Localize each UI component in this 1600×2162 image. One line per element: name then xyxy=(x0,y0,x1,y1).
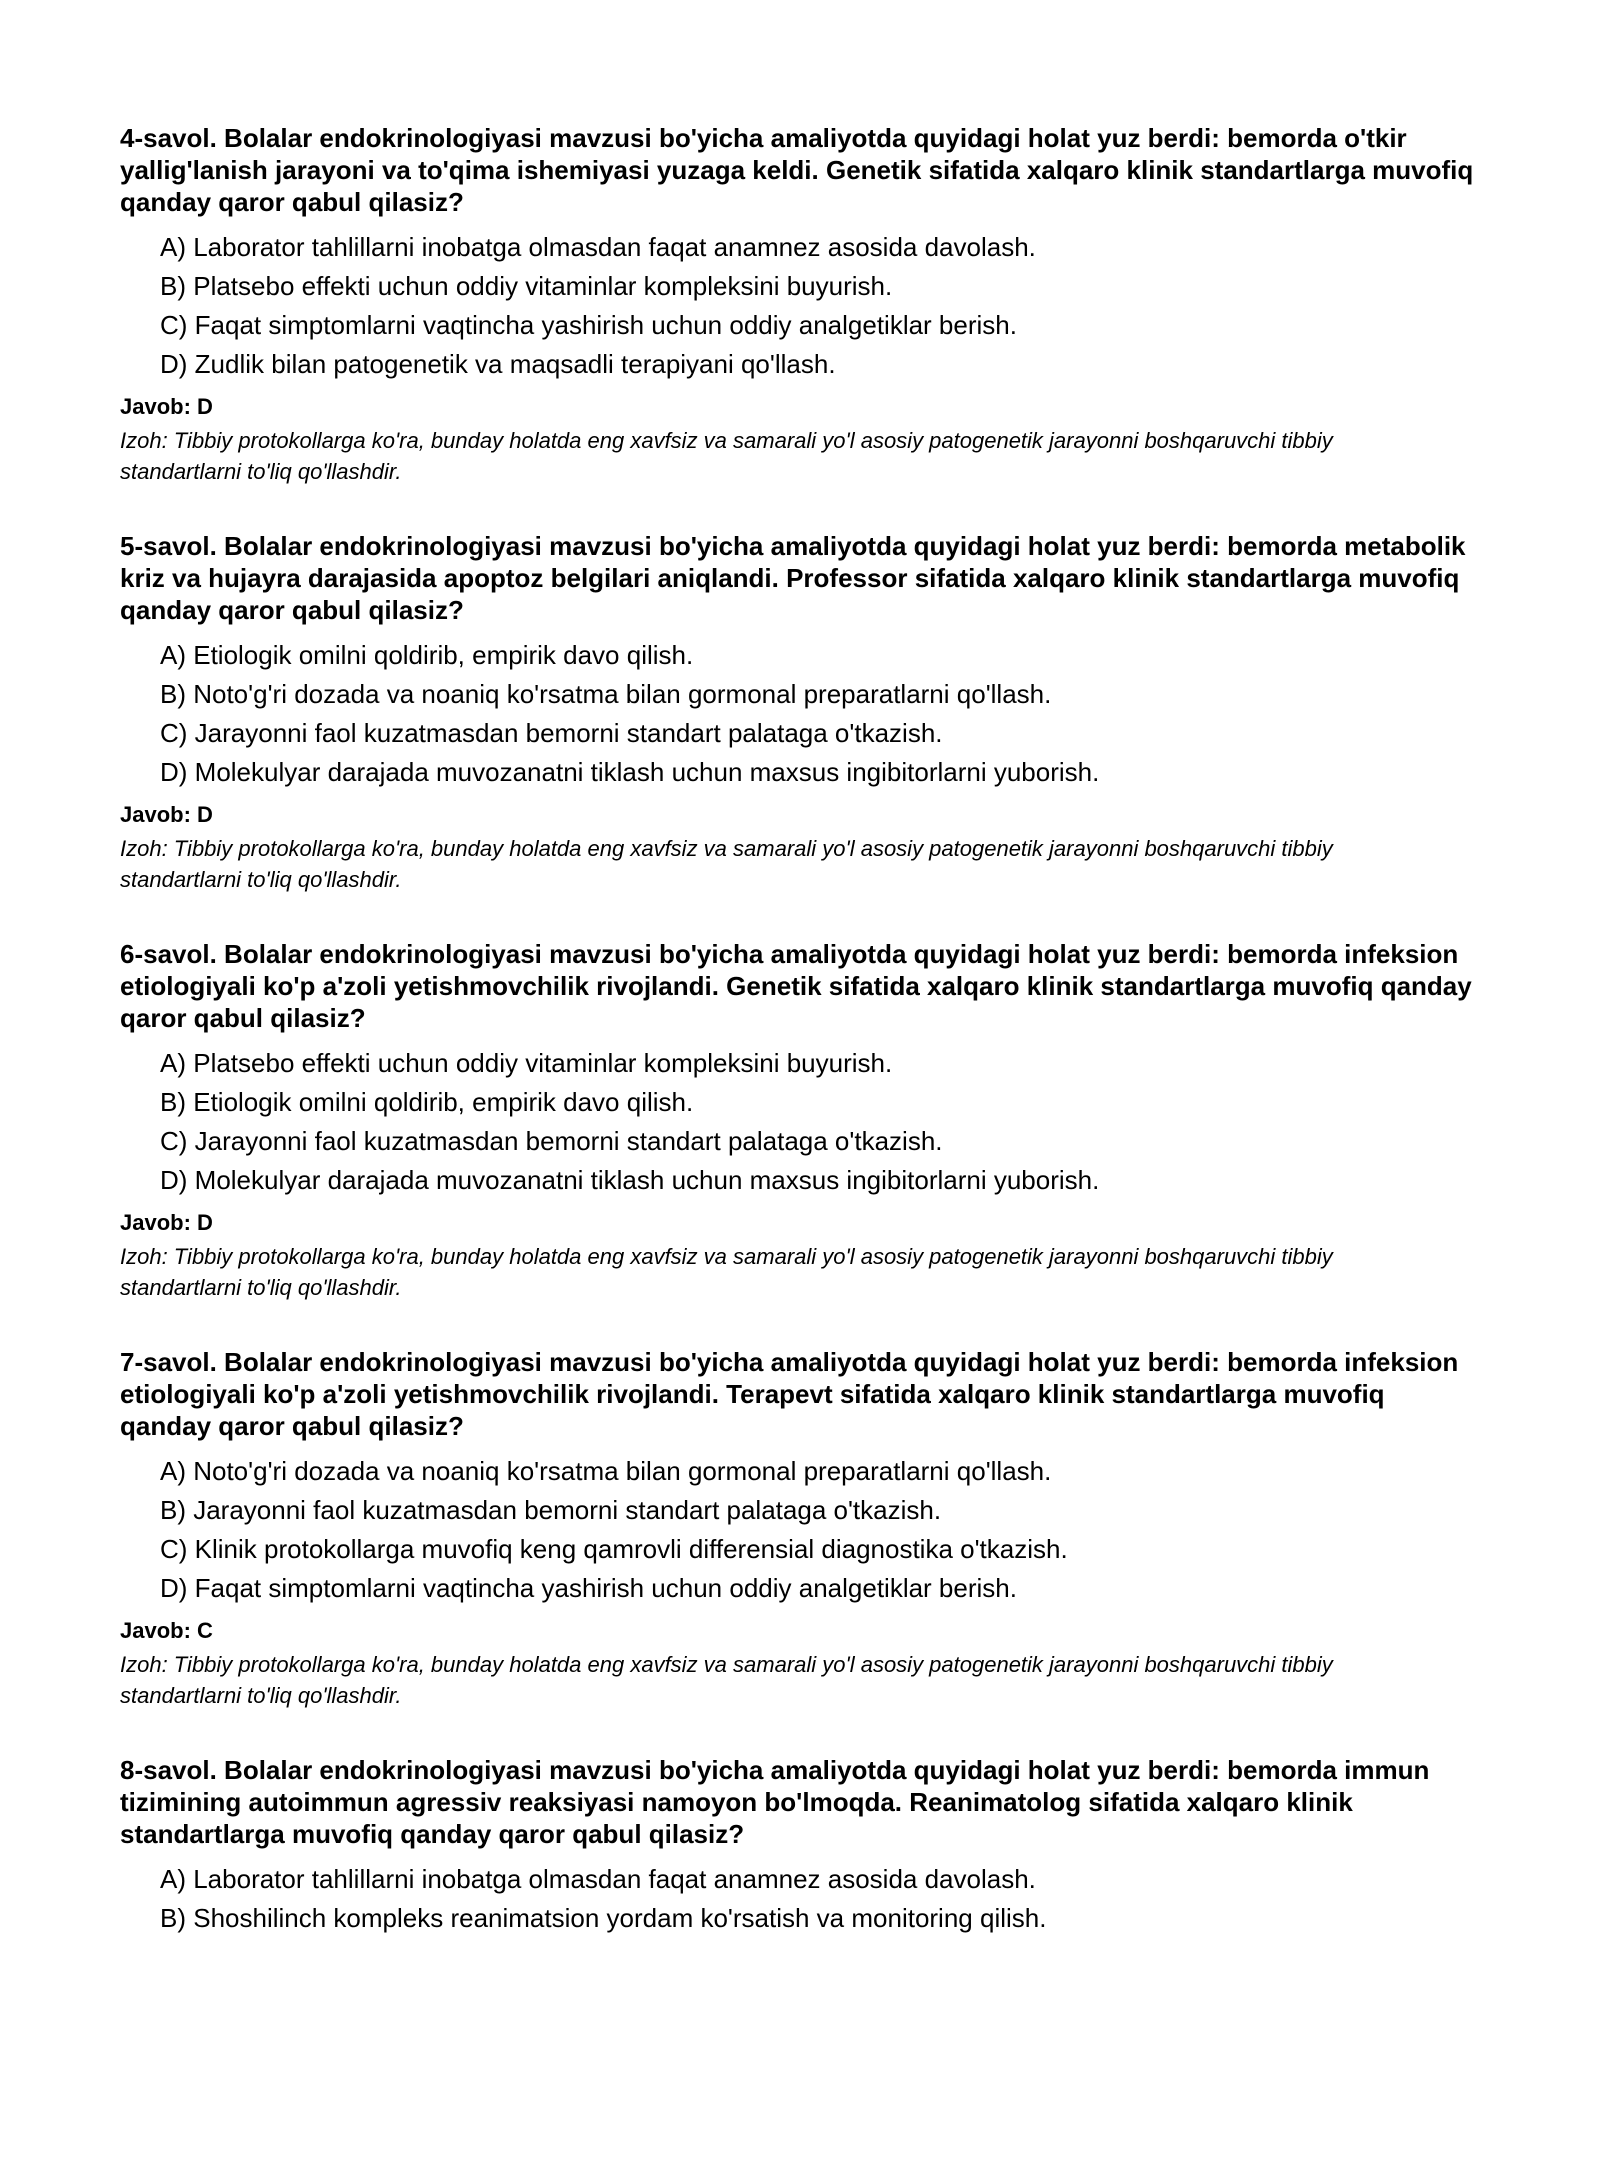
options-list xyxy=(120,1860,1480,1938)
option-d: D) Molekulyar darajada muvozanatni tiklash uchun maxsus ingibitorlarni yuborish. xyxy=(160,1165,1100,1195)
question-text: 4-savol. Bolalar endokrinologiyasi mavzusi bo'yicha amaliyotda quyidagi holat yuz berdi: bemorda o'tkir yallig'lanish jarayoni va to'qima ishemiyasi yuzaga keldi. Genetik sifatida xalqaro klinik standartlarga muvofiq qanday qaror qabul qilasiz? xyxy=(120,123,1474,217)
explanation-note: Izoh: Tibbiy protokollarga ko'ra, bunday holatda eng xavfsiz va samarali yo'l asosiy patogenetik jarayonni boshqaruvchi tibbiy standartlarni to'liq qo'llashdir. xyxy=(120,1244,1333,1300)
options-list xyxy=(120,1044,1480,1200)
question-text: 8-savol. Bolalar endokrinologiyasi mavzusi bo'yicha amaliyotda quyidagi holat yuz berdi: bemorda immun tizimining autoimmun agressiv reaksiyasi namoyon bo'lmoqda. Reanimatolog sifatida xalqaro klinik standartlarga muvofiq qanday qaror qabul qilasiz? xyxy=(120,1755,1430,1849)
options-list xyxy=(120,228,1480,384)
option-b: B) Jarayonni faol kuzatmasdan bemorni standart palataga o'tkazish. xyxy=(160,1495,942,1525)
explanation-note: Izoh: Tibbiy protokollarga ko'ra, bunday holatda eng xavfsiz va samarali yo'l asosiy patogenetik jarayonni boshqaruvchi tibbiy standartlarni to'liq qo'llashdir. xyxy=(120,836,1333,892)
options-list xyxy=(120,636,1480,792)
answer-label: Javob: D xyxy=(120,394,213,419)
explanation-note: Izoh: Tibbiy protokollarga ko'ra, bunday holatda eng xavfsiz va samarali yo'l asosiy patogenetik jarayonni boshqaruvchi tibbiy standartlarni to'liq qo'llashdir. xyxy=(120,428,1333,484)
option-a: A) Laborator tahlillarni inobatga olmasdan faqat anamnez asosida davolash. xyxy=(160,1864,1036,1894)
question-block xyxy=(120,530,1480,938)
option-c: C) Jarayonni faol kuzatmasdan bemorni standart palataga o'tkazish. xyxy=(160,718,943,748)
question-block xyxy=(120,122,1480,530)
question-text: 7-savol. Bolalar endokrinologiyasi mavzusi bo'yicha amaliyotda quyidagi holat yuz berdi: bemorda infeksion etiologiyali ko'p a'zoli yetishmovchilik rivojlandi. Terapevt sifatida xalqaro klinik standartlarga muvofiq qanday qaror qabul qilasiz? xyxy=(120,1347,1459,1441)
question-block xyxy=(120,1346,1480,1754)
option-b: B) Platsebo effekti uchun oddiy vitaminlar kompleksini buyurish. xyxy=(160,271,893,301)
option-b: B) Noto'g'ri dozada va noaniq ko'rsatma bilan gormonal preparatlarni qo'llash. xyxy=(160,679,1052,709)
option-c: C) Faqat simptomlarni vaqtincha yashirish uchun oddiy analgetiklar berish. xyxy=(160,310,1017,340)
option-b: B) Shoshilinch kompleks reanimatsion yordam ko'rsatish va monitoring qilish. xyxy=(160,1903,1047,1933)
option-d: D) Faqat simptomlarni vaqtincha yashirish uchun oddiy analgetiklar berish. xyxy=(160,1573,1017,1603)
question-text: 5-savol. Bolalar endokrinologiyasi mavzusi bo'yicha amaliyotda quyidagi holat yuz berdi: bemorda metabolik kriz va hujayra darajasida apoptoz belgilari aniqlandi. Professor sifatida xalqaro klinik standartlarga muvofiq qanday qaror qabul qilasiz? xyxy=(120,531,1466,625)
option-b: B) Etiologik omilni qoldirib, empirik davo qilish. xyxy=(160,1087,694,1117)
option-a: A) Etiologik omilni qoldirib, empirik davo qilish. xyxy=(160,640,694,670)
option-d: D) Molekulyar darajada muvozanatni tiklash uchun maxsus ingibitorlarni yuborish. xyxy=(160,757,1100,787)
option-c: C) Klinik protokollarga muvofiq keng qamrovli differensial diagnostika o'tkazish. xyxy=(160,1534,1068,1564)
option-a: A) Noto'g'ri dozada va noaniq ko'rsatma bilan gormonal preparatlarni qo'llash. xyxy=(160,1456,1052,1486)
document-page xyxy=(120,122,1480,2162)
option-a: A) Laborator tahlillarni inobatga olmasdan faqat anamnez asosida davolash. xyxy=(160,232,1036,262)
answer-label: Javob: D xyxy=(120,1210,213,1235)
question-text: 6-savol. Bolalar endokrinologiyasi mavzusi bo'yicha amaliyotda quyidagi holat yuz berdi: bemorda infeksion etiologiyali ko'p a'zoli yetishmovchilik rivojlandi. Genetik sifatida xalqaro klinik standartlarga muvofiq qanday qaror qabul qilasiz? xyxy=(120,939,1472,1033)
answer-label: Javob: C xyxy=(120,1618,213,1643)
options-list xyxy=(120,1452,1480,1608)
question-block xyxy=(120,938,1480,1346)
option-a: A) Platsebo effekti uchun oddiy vitaminlar kompleksini buyurish. xyxy=(160,1048,893,1078)
question-block xyxy=(120,1754,1480,2162)
option-d: D) Zudlik bilan patogenetik va maqsadli terapiyani qo'llash. xyxy=(160,349,836,379)
answer-label: Javob: D xyxy=(120,802,213,827)
explanation-note: Izoh: Tibbiy protokollarga ko'ra, bunday holatda eng xavfsiz va samarali yo'l asosiy patogenetik jarayonni boshqaruvchi tibbiy standartlarni to'liq qo'llashdir. xyxy=(120,1652,1333,1708)
option-c: C) Jarayonni faol kuzatmasdan bemorni standart palataga o'tkazish. xyxy=(160,1126,943,1156)
